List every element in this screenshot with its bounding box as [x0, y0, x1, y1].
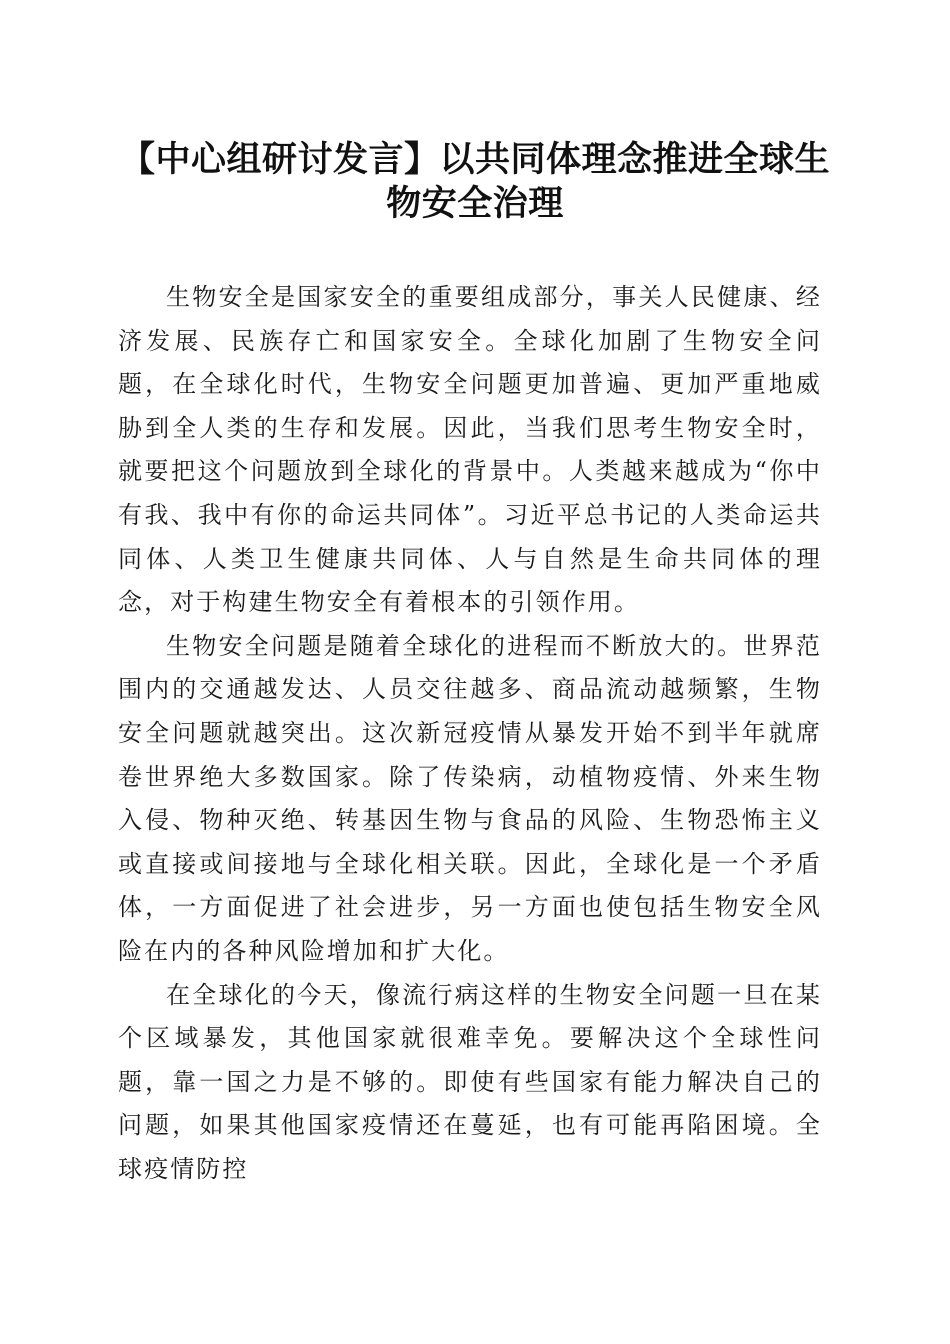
paragraph-2: 生物安全问题是随着全球化的进程而不断放大的。世界范围内的交通越发达、人员交往越多、商品流动越频繁，生物安全问题就越突出。这次新冠疫情从暴发开始不到半年就席卷世界绝大多数国家。除了传染病，动植物疫情、外来生物入侵、物种灭绝、转基因生物与食品的风险、生物恐怖主义或直接或间接地与全球化相关联。因此，全球化是一个矛盾体，一方面促进了社会进步，另一方面也使包括生物安全风险在内的各种风险增加和扩大化。	[118, 631, 822, 965]
paragraph-3: 在全球化的今天，像流行病这样的生物安全问题一旦在某个区域暴发，其他国家就很难幸免。要解决这个全球性问题，靠一国之力是不够的。即使有些国家有能力解决自己的问题，如果其他国家疫情还在蔓延，也有可能再陷困境。全球疫情防控	[118, 980, 822, 1183]
document-body	[118, 276, 822, 1191]
paragraph-1: 生物安全是国家安全的重要组成部分，事关人民健康、经济发展、民族存亡和国家安全。全球化加剧了生物安全问题，在全球化时代，生物安全问题更加普遍、更加严重地威胁到全人类的生存和发展。因此，当我们思考生物安全时，就要把这个问题放到全球化的背景中。人类越来越成为“你中有我、我中有你的命运共同体”。习近平总书记的人类命运共同体、人类卫生健康共同体、人与自然是生命共同体的理念，对于构建生物安全有着根本的引领作用。	[118, 283, 822, 617]
document-title: 【中心组研讨发言】以共同体理念推进全球生物安全治理	[119, 139, 830, 224]
